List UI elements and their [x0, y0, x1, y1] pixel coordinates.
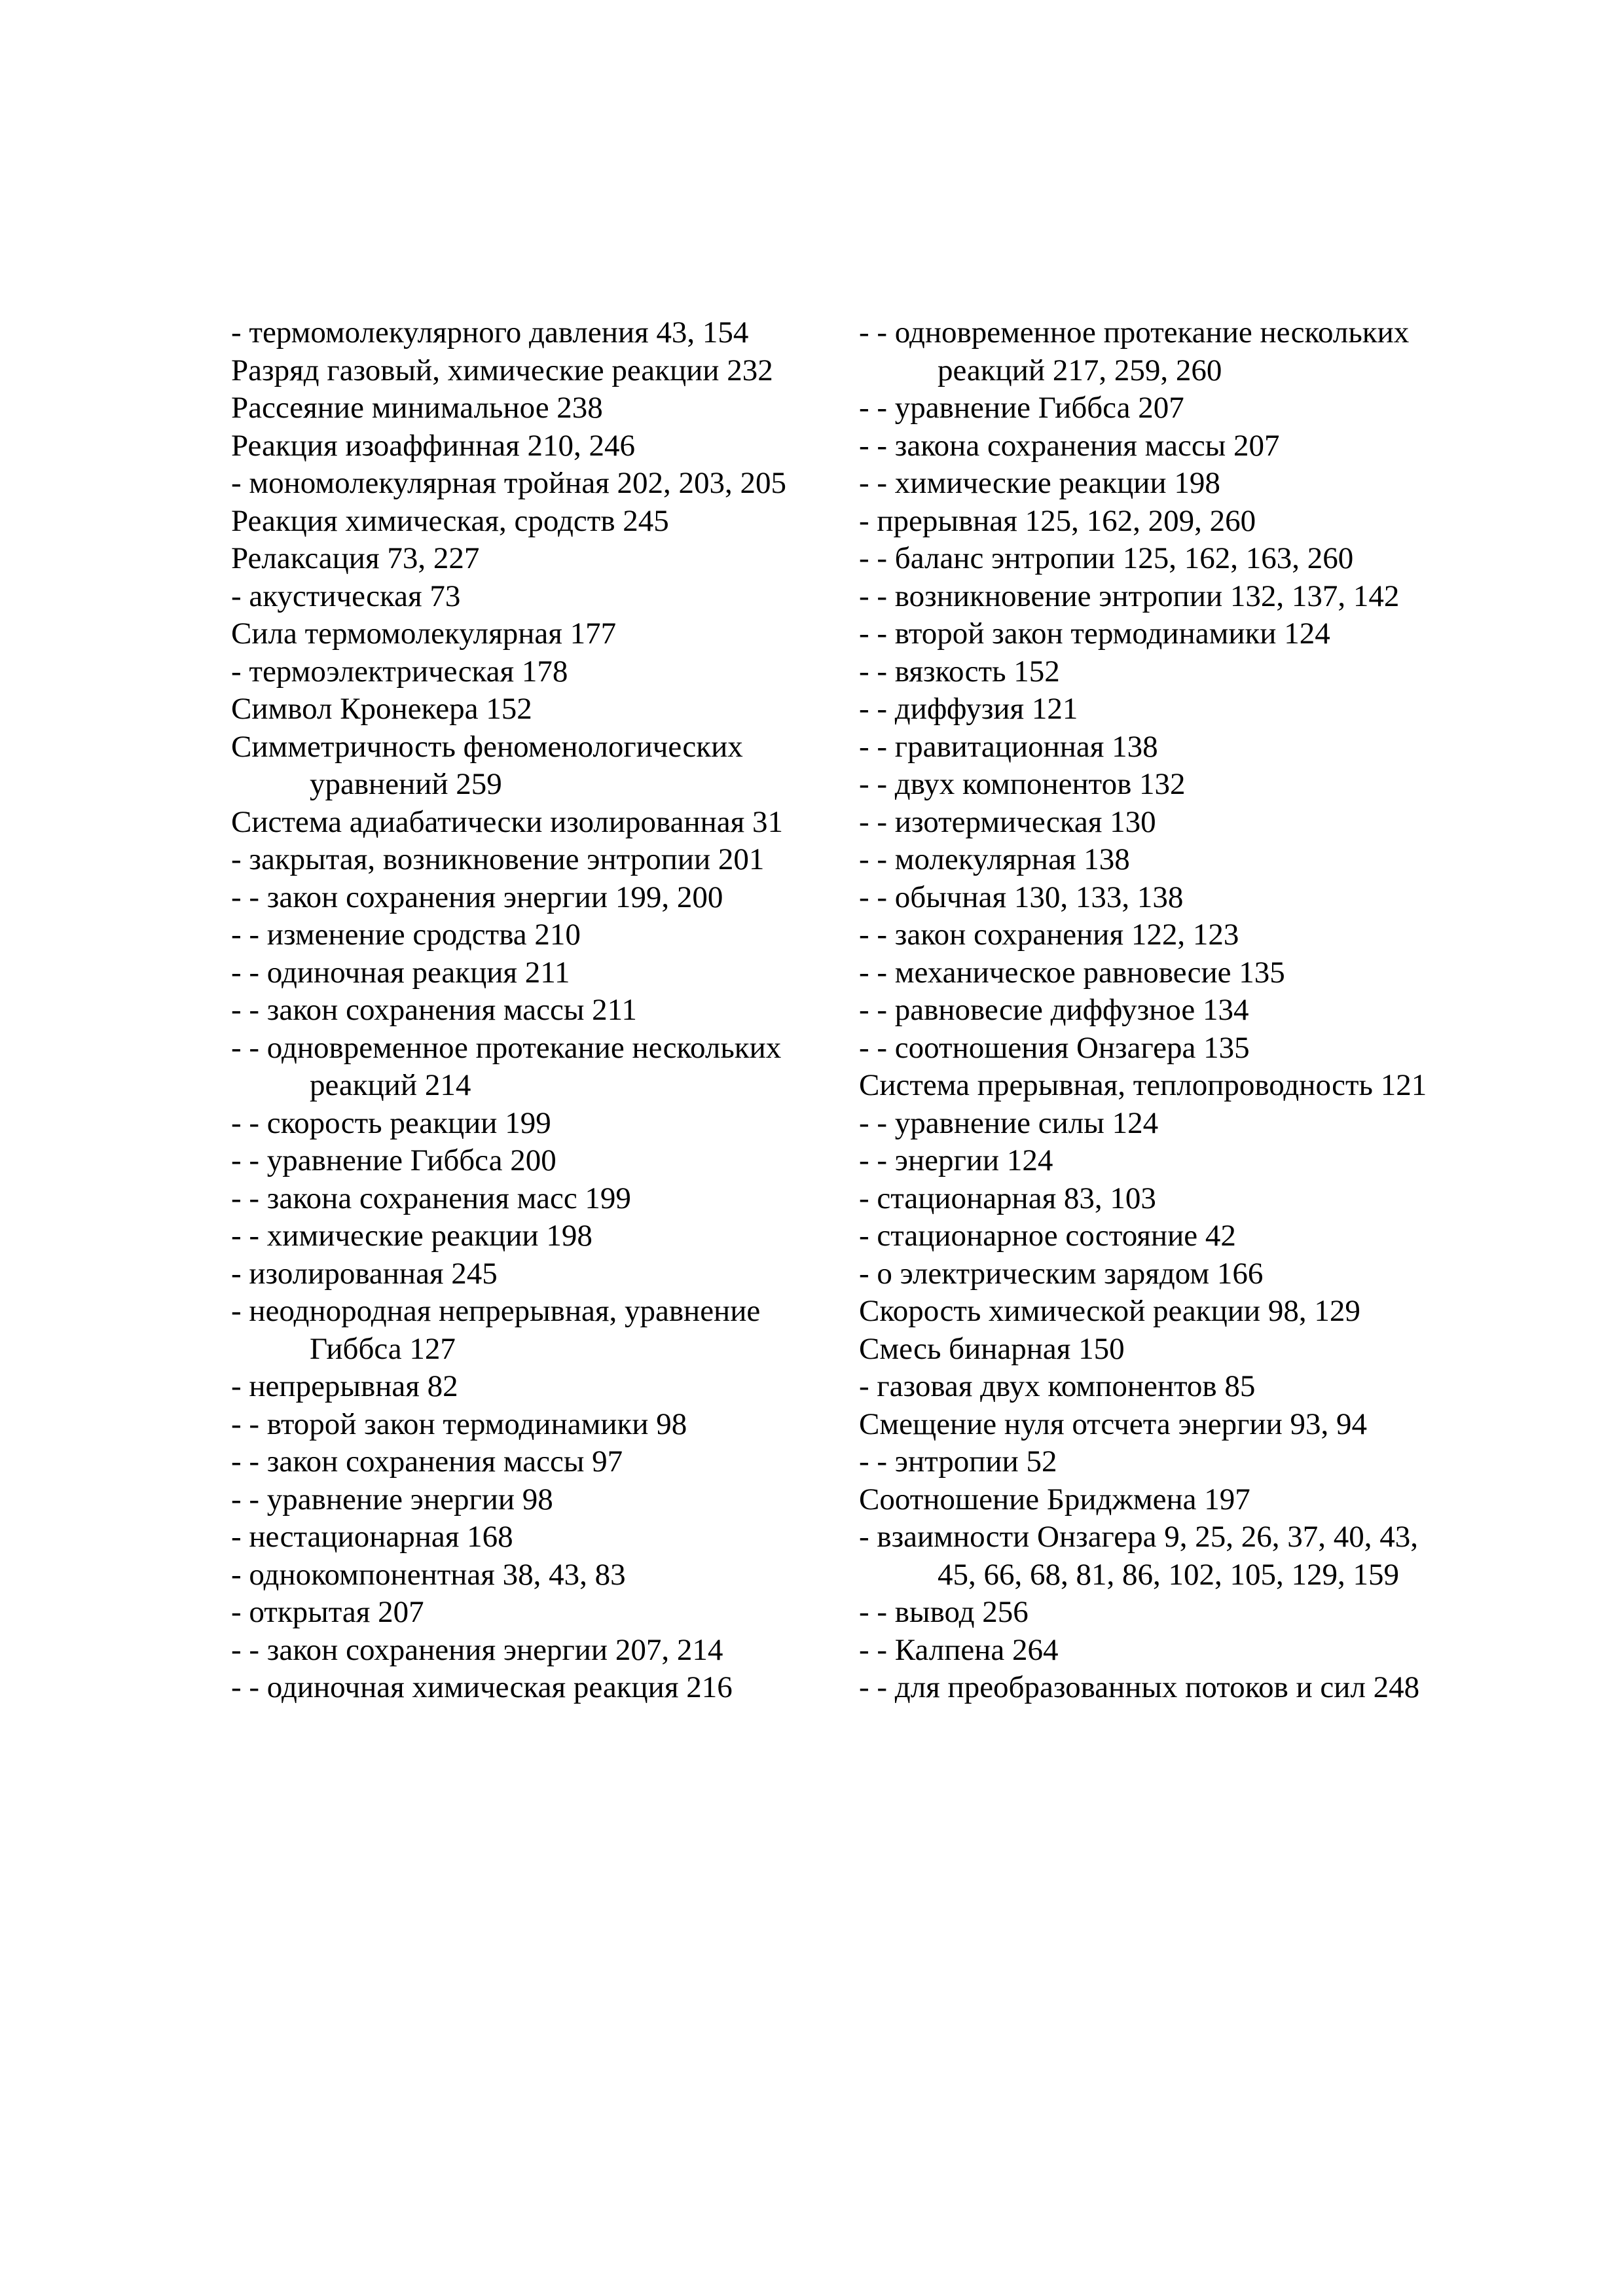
index-entry: - - второй закон термодинамики 98: [231, 1407, 687, 1441]
index-entry: - - второй закон термодинамики 124: [859, 617, 1330, 651]
index-entry: - - химические реакции 198: [859, 466, 1220, 500]
index-entry: - - баланс энтропии 125, 162, 163, 260: [859, 541, 1354, 575]
index-entry: - - закон сохранения 122, 123: [859, 918, 1239, 952]
index-entry: - - одиночная химическая реакция 216: [231, 1670, 733, 1704]
index-entry: - - изменение сродства 210: [231, 918, 581, 952]
index-entry: Соотношение Бриджмена 197: [859, 1482, 1250, 1516]
index-entry: - мономолекулярная тройная 202, 203, 205: [231, 466, 787, 500]
index-entry: - акустическая 73: [231, 579, 461, 613]
index-entry: - о электрическим зарядом 166: [859, 1256, 1264, 1291]
index-entry: - однокомпонентная 38, 43, 83: [231, 1557, 626, 1592]
index-entry: - - молекулярная 138: [859, 842, 1130, 876]
index-entry: Симметричность феноменологических уравнений 259: [231, 729, 743, 801]
index-entry: - неоднородная непрерывная, уравнение Гиббса 127: [231, 1294, 761, 1366]
index-entry: Система адиабатически изолированная 31: [231, 804, 783, 839]
index-entry: - термомолекулярного давления 43, 154: [231, 315, 749, 350]
index-entry: - - вязкость 152: [859, 654, 1060, 689]
index-entry: Разряд газовый, химические реакции 232: [231, 353, 773, 387]
index-entry: - - вывод 256: [859, 1595, 1029, 1629]
index-entry: - - диффузия 121: [859, 692, 1078, 726]
index-entry: - стационарная 83, 103: [859, 1181, 1156, 1215]
index-entry: - - уравнение Гиббса 207: [859, 391, 1184, 425]
index-entry: - - уравнение Гиббса 200: [231, 1143, 556, 1177]
index-entry: - нестационарная 168: [231, 1520, 513, 1554]
index-entry: - стационарное состояние 42: [859, 1219, 1236, 1253]
index-entry: - - Калпена 264: [859, 1632, 1059, 1667]
index-entry: - - закона сохранения массы 207: [859, 428, 1280, 463]
index-entry: - - уравнение силы 124: [859, 1105, 1159, 1140]
index-entry: - - одновременное протекание нескольких реакций 214: [231, 1030, 782, 1102]
index-entry: - - одновременное протекание нескольких реакций 217, 259, 260: [859, 315, 1410, 387]
index-entry: - - энтропии 52: [859, 1444, 1057, 1479]
index-entry: - изолированная 245: [231, 1256, 498, 1291]
index-entry: - - закона сохранения масс 199: [231, 1181, 631, 1215]
index-entry: - - возникновение энтропии 132, 137, 142: [859, 579, 1400, 613]
index-entry: Смещение нуля отсчета энергии 93, 94: [859, 1407, 1367, 1441]
index-entry: - - закон сохранения массы 211: [231, 993, 637, 1027]
index-entry: - - изотермическая 130: [859, 804, 1156, 839]
index-entry: - прерывная 125, 162, 209, 260: [859, 503, 1256, 538]
index-entry: - - химические реакции 198: [231, 1219, 593, 1253]
index-entry: - - гравитационная 138: [859, 729, 1158, 764]
index-entry: - - для преобразованных потоков и сил 248: [859, 1670, 1420, 1704]
index-entry: Символ Кронекера 152: [231, 692, 532, 726]
index-entry: Сила термомолекулярная 177: [231, 617, 617, 651]
index-entry: Система прерывная, теплопроводность 121: [859, 1068, 1427, 1102]
index-entry: - непрерывная 82: [231, 1369, 458, 1403]
index-entry: - - уравнение энергии 98: [231, 1482, 553, 1516]
index-entry: - - равновесие диффузное 134: [859, 993, 1249, 1027]
index-entry: - - двух компонентов 132: [859, 767, 1186, 801]
index-entry: - термоэлектрическая 178: [231, 654, 568, 689]
index-entry: - - механическое равновесие 135: [859, 955, 1285, 990]
index-entry: - - скорость реакции 199: [231, 1105, 551, 1140]
index-entry: Рассеяние минимальное 238: [231, 391, 603, 425]
index-entry: - взаимности Онзагера 9, 25, 26, 37, 40, 43, 45, 66, 68, 81, 86, 102, 105, 129, 159: [859, 1520, 1418, 1592]
index-entry: - - одиночная реакция 211: [231, 955, 570, 990]
index-entry: Релаксация 73, 227: [231, 541, 480, 575]
index-entry: - - закон сохранения энергии 207, 214: [231, 1632, 723, 1667]
index-entry: - - соотношения Онзагера 135: [859, 1030, 1250, 1065]
index-entry: Реакция химическая, сродств 245: [231, 503, 669, 538]
index-entry: Смесь бинарная 150: [859, 1331, 1125, 1366]
index-column-right: [859, 314, 1448, 1707]
index-column-left: [231, 314, 820, 1707]
index-entry: - открытая 207: [231, 1595, 424, 1629]
index-entry: - - энергии 124: [859, 1143, 1053, 1177]
index-entry: Скорость химической реакции 98, 129: [859, 1294, 1360, 1328]
index-entry: Реакция изоаффинная 210, 246: [231, 428, 635, 463]
index-entry: - - обычная 130, 133, 138: [859, 880, 1184, 914]
index-entry: - газовая двух компонентов 85: [859, 1369, 1256, 1403]
index-entry: - закрытая, возникновение энтропии 201: [231, 842, 765, 876]
index-entry: - - закон сохранения энергии 199, 200: [231, 880, 723, 914]
index-entry: - - закон сохранения массы 97: [231, 1444, 623, 1479]
